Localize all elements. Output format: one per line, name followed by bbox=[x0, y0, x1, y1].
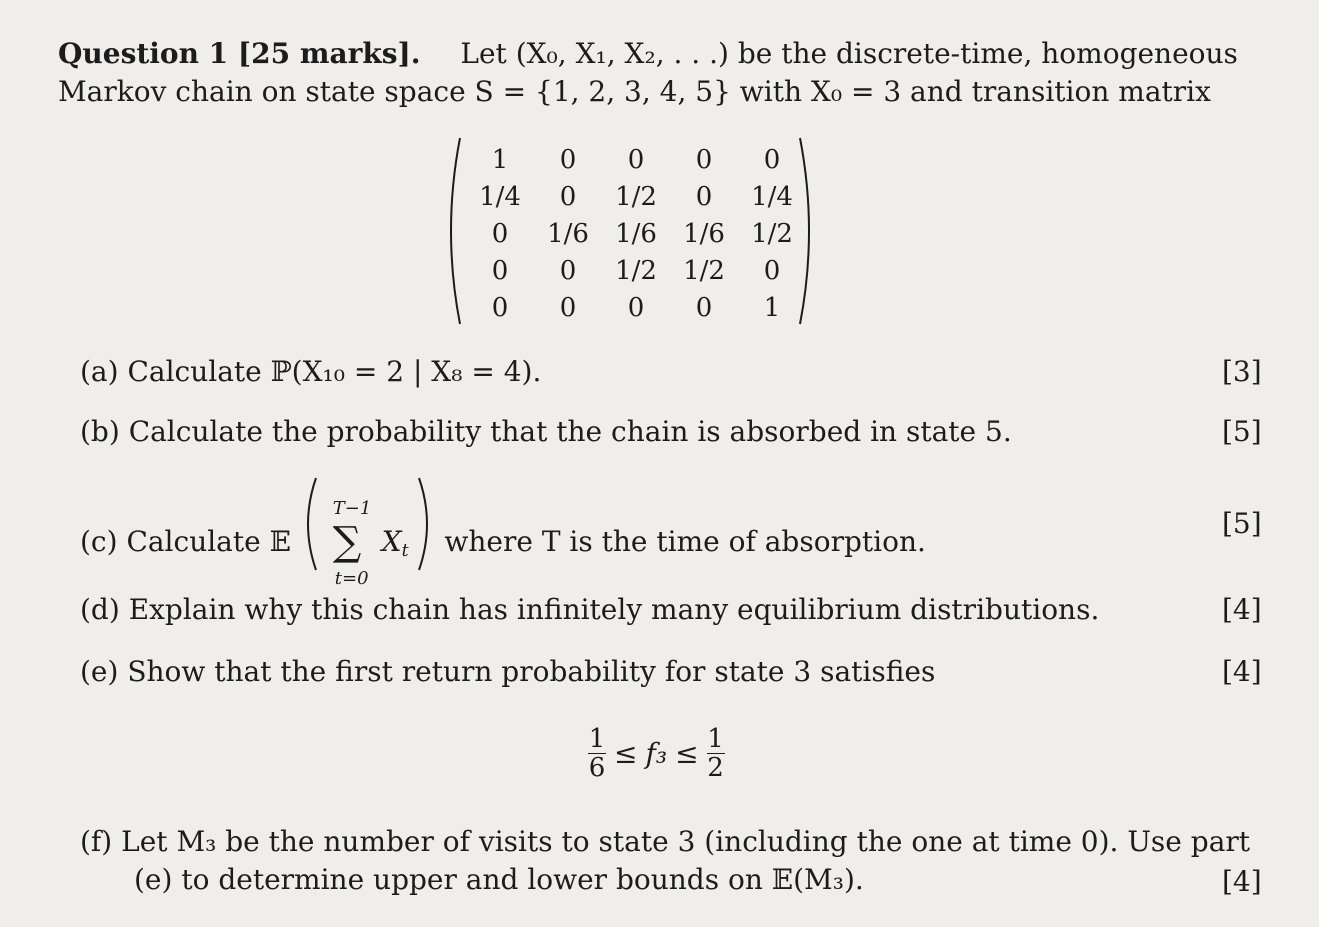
left-fraction bbox=[588, 725, 606, 782]
matrix-cell: 1/2 bbox=[615, 182, 657, 212]
f3-symbol: f₃ bbox=[645, 736, 668, 770]
matrix-cell: 1/2 bbox=[683, 256, 725, 286]
matrix-cell: 1/4 bbox=[479, 182, 521, 212]
part-e-label: (e) bbox=[80, 655, 119, 688]
matrix-cell: 0 bbox=[559, 256, 577, 286]
matrix-left-paren bbox=[440, 136, 462, 326]
matrix-cell: 1/6 bbox=[615, 219, 657, 249]
part-b bbox=[80, 414, 1012, 450]
part-e-marks: [4] bbox=[1222, 655, 1262, 688]
matrix-cell: 0 bbox=[763, 256, 781, 286]
matrix-grid bbox=[466, 142, 806, 327]
matrix-cell: 1/6 bbox=[683, 219, 725, 249]
matrix-cell: 0 bbox=[695, 182, 713, 212]
leq-symbol-1: ≤ bbox=[614, 736, 638, 770]
matrix-cell: 0 bbox=[763, 145, 781, 175]
part-a-label: (a) bbox=[80, 355, 119, 388]
sigma-symbol: ∑ bbox=[332, 518, 362, 565]
matrix-cell: 1/2 bbox=[615, 256, 657, 286]
matrix-cell: 0 bbox=[491, 256, 509, 286]
sum-upper-limit: T−1 bbox=[332, 497, 372, 519]
matrix-cell: 0 bbox=[695, 145, 713, 175]
matrix-cell: 0 bbox=[559, 182, 577, 212]
part-f-text-1: Let M₃ be the number of visits to state 3 (including the one at time 0). Use part bbox=[121, 825, 1251, 858]
part-c-marks: [5] bbox=[1222, 507, 1262, 540]
part-a-marks: [3] bbox=[1222, 355, 1262, 388]
part-f-marks: [4] bbox=[1222, 865, 1262, 898]
matrix-cell: 0 bbox=[491, 219, 509, 249]
matrix-cell: 0 bbox=[559, 293, 577, 323]
summation bbox=[327, 496, 373, 592]
part-a-text: Calculate ℙ(X₁₀ = 2 | X₈ = 4). bbox=[127, 355, 542, 388]
part-f-label: (f) bbox=[80, 825, 113, 858]
sum-right-paren bbox=[417, 476, 435, 611]
transition-matrix bbox=[440, 136, 820, 326]
part-f-line1 bbox=[80, 824, 1250, 860]
part-e-text: Show that the first return probability for state 3 satisfies bbox=[127, 655, 936, 688]
part-c-pre: Calculate 𝔼 bbox=[126, 525, 291, 558]
right-denominator: 2 bbox=[707, 752, 724, 783]
part-c-label: (c) bbox=[80, 525, 118, 558]
part-a bbox=[80, 354, 541, 390]
question-heading: Question 1 [25 marks]. bbox=[58, 37, 421, 70]
inequality bbox=[588, 718, 725, 788]
part-d-text: Explain why this chain has infinitely many equilibrium distributions. bbox=[128, 593, 1100, 626]
right-fraction bbox=[707, 725, 725, 782]
matrix-cell: 0 bbox=[695, 293, 713, 323]
part-c bbox=[80, 476, 926, 589]
leq-symbol-2: ≤ bbox=[675, 736, 699, 770]
part-e bbox=[80, 654, 935, 690]
part-b-text: Calculate the probability that the chain is absorbed in state 5. bbox=[128, 415, 1012, 448]
matrix-cell: 1 bbox=[763, 293, 781, 323]
sum-term-sub: t bbox=[401, 541, 409, 562]
left-denominator: 6 bbox=[588, 752, 606, 783]
part-b-label: (b) bbox=[80, 415, 120, 448]
question-intro-line2: Markov chain on state space S = {1, 2, 3, 4, 5} with X₀ = 3 and transition matrix bbox=[58, 75, 1211, 108]
sum-term: X bbox=[381, 525, 402, 558]
matrix-cell: 0 bbox=[627, 293, 645, 323]
matrix-cell: 0 bbox=[559, 145, 577, 175]
right-numerator: 1 bbox=[707, 723, 724, 754]
matrix-cell: 0 bbox=[491, 293, 509, 323]
part-d-label: (d) bbox=[80, 593, 120, 626]
part-b-marks: [5] bbox=[1222, 415, 1262, 448]
part-f-line2: (e) to determine upper and lower bounds on 𝔼(M₃). bbox=[134, 863, 864, 896]
question-intro-line1 bbox=[58, 36, 1238, 72]
part-d-marks: [4] bbox=[1222, 593, 1262, 626]
part-c-post: where T is the time of absorption. bbox=[444, 525, 926, 558]
matrix-cell: 1 bbox=[491, 145, 509, 175]
matrix-cell: 1/4 bbox=[751, 182, 793, 212]
left-numerator: 1 bbox=[588, 723, 606, 754]
matrix-cell: 1/6 bbox=[547, 219, 589, 249]
part-d bbox=[80, 592, 1099, 628]
sum-left-paren bbox=[300, 476, 318, 611]
intro-text-1: Let (X₀, X₁, X₂, . . .) be the discrete-time, homogeneous bbox=[460, 37, 1238, 70]
matrix-cell: 0 bbox=[627, 145, 645, 175]
matrix-cell: 1/2 bbox=[751, 219, 793, 249]
matrix-right-paren bbox=[798, 136, 820, 326]
sum-lower-limit: t=0 bbox=[334, 567, 369, 589]
